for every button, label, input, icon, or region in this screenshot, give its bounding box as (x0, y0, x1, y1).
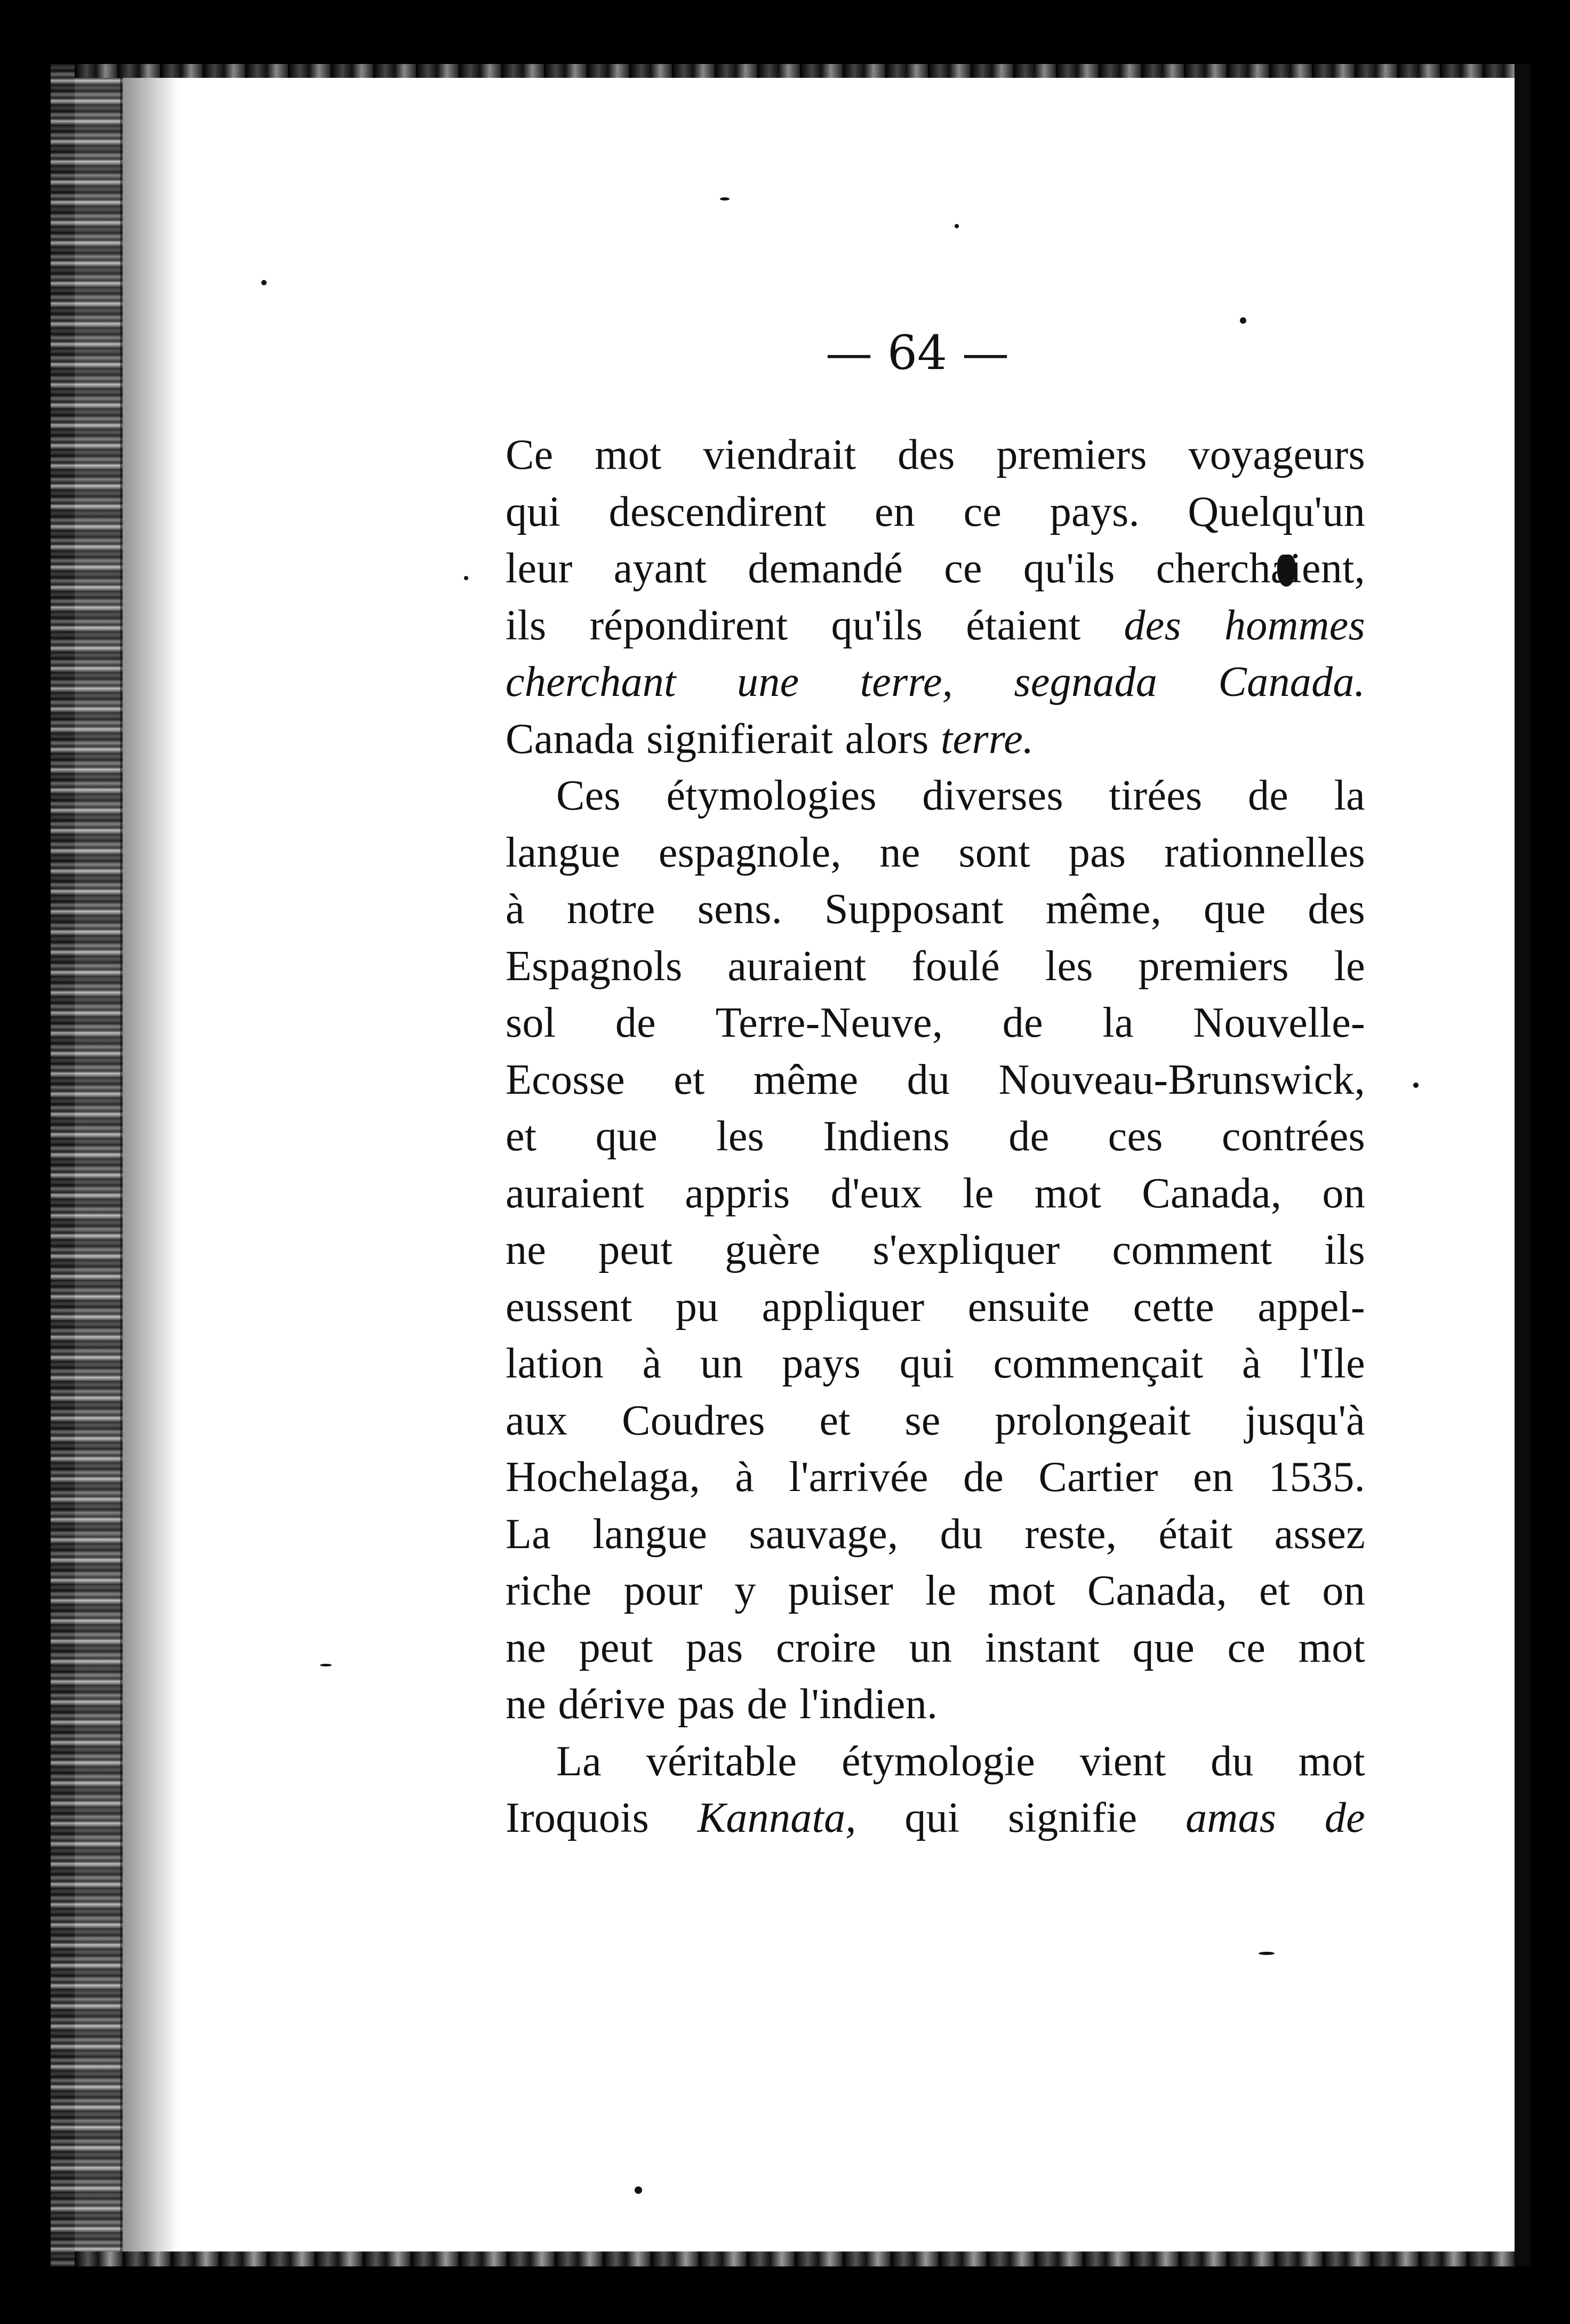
word: de (747, 1681, 788, 1728)
speck (1240, 317, 1246, 324)
word: reste, (1024, 1510, 1117, 1558)
word: contrées (1222, 1113, 1365, 1160)
word: l'indien. (799, 1681, 938, 1728)
word: pas (685, 1624, 743, 1671)
word: mot (595, 431, 662, 478)
text-line (506, 711, 1365, 768)
word: sens. (697, 886, 782, 933)
word: appliquer (762, 1283, 925, 1331)
word: premiers (996, 431, 1147, 478)
page-number: — 64 — (826, 325, 1009, 380)
word: guère (725, 1227, 821, 1273)
word: les (1045, 942, 1093, 990)
word: voyageurs (1188, 431, 1365, 478)
text-line (506, 767, 1365, 824)
word: à (506, 886, 525, 933)
speck (261, 280, 267, 285)
word: dérive (558, 1681, 666, 1728)
speck (720, 197, 730, 201)
word: était (1158, 1510, 1233, 1558)
word: véritable (646, 1737, 797, 1785)
word: ne (506, 1227, 547, 1273)
text-line (506, 1335, 1365, 1392)
word: on (1322, 1169, 1365, 1217)
text-line (506, 1392, 1365, 1449)
word: langue (592, 1510, 708, 1558)
speck (1259, 1952, 1275, 1955)
word: amas (1185, 1794, 1277, 1841)
word: assez (1274, 1510, 1365, 1558)
word: cherchaient, (1156, 545, 1365, 592)
word: 1535. (1268, 1454, 1365, 1501)
word: peut (598, 1227, 673, 1273)
word: segnada (1014, 659, 1158, 706)
word: pays. (1050, 488, 1140, 535)
word: langue (506, 829, 621, 876)
word: pas (1068, 829, 1126, 876)
word: pays (782, 1340, 861, 1387)
word: aux (506, 1397, 568, 1444)
speck (464, 576, 468, 580)
text-line (506, 824, 1365, 881)
word: l'Ile (1300, 1340, 1365, 1387)
word: qui (904, 1794, 960, 1841)
word: le (963, 1169, 994, 1217)
word: hommes (1224, 602, 1365, 649)
word: Espagnols (506, 942, 683, 990)
word: Hochelaga, (506, 1454, 701, 1501)
word: de (1324, 1794, 1365, 1841)
word: ayant (613, 545, 707, 592)
text-line (506, 1165, 1365, 1222)
word: Kannata, (697, 1794, 856, 1841)
text-line (506, 1733, 1365, 1790)
word: y (734, 1567, 756, 1614)
word: et (674, 1056, 705, 1103)
word: des (1308, 886, 1365, 933)
word: ne (506, 1681, 547, 1728)
word: puiser (788, 1567, 894, 1614)
text-line (506, 1562, 1365, 1620)
text-line (506, 540, 1365, 597)
word: Coudres (622, 1397, 765, 1444)
word: un (909, 1624, 952, 1671)
word: qu'ils (831, 602, 923, 649)
word: de (1008, 1113, 1050, 1160)
text-line (506, 1108, 1365, 1165)
word: même, (1046, 886, 1162, 933)
word: Canada. (1218, 659, 1365, 706)
word: à (642, 1340, 662, 1387)
word: foulé (911, 942, 1000, 990)
word: on (1322, 1567, 1365, 1614)
word: terre. (941, 715, 1034, 763)
word: en (1193, 1454, 1234, 1501)
word: La (506, 1510, 551, 1558)
word: diverses (922, 772, 1063, 819)
binding-edge (51, 64, 123, 2266)
word: et (819, 1397, 851, 1444)
text-line (506, 938, 1365, 995)
word: appris (685, 1169, 790, 1217)
word: pu (675, 1283, 719, 1331)
word: qui (506, 488, 561, 535)
text-line (506, 1790, 1365, 1847)
word: à (735, 1454, 755, 1501)
word: peut (579, 1624, 653, 1671)
word: du (907, 1056, 950, 1103)
word: alors (845, 715, 929, 763)
word: croire (775, 1624, 877, 1671)
text-line (506, 427, 1365, 484)
word: Ecosse (506, 1056, 625, 1103)
word: cherchant (506, 659, 676, 706)
word: Canada, (1087, 1567, 1227, 1614)
word: Nouveau-Brunswick, (998, 1056, 1365, 1103)
word: la (1334, 772, 1365, 819)
right-edge (1515, 64, 1531, 2266)
word: commençait (993, 1340, 1204, 1387)
word: ils (506, 602, 547, 649)
word: des (1124, 602, 1182, 649)
word: même (753, 1056, 859, 1103)
word: étymologies (666, 772, 877, 819)
word: jusqu'à (1245, 1397, 1365, 1444)
word: mot (1298, 1737, 1365, 1785)
word: le (925, 1567, 957, 1614)
body-text (506, 427, 1365, 1847)
text-line (506, 1052, 1365, 1109)
word: sol (506, 999, 556, 1046)
word: Nouvelle- (1193, 999, 1365, 1046)
word: l'arrivée (789, 1454, 928, 1501)
word: espagnole, (658, 829, 842, 876)
word: ne (879, 829, 920, 876)
word: auraient (506, 1169, 645, 1217)
word: mot (1298, 1624, 1365, 1671)
word: les (716, 1113, 765, 1160)
word: leur (506, 545, 573, 592)
word: qu'ils (1023, 545, 1115, 592)
text-line (506, 881, 1365, 938)
text-line (506, 1506, 1365, 1563)
word: du (1211, 1737, 1254, 1785)
text-line (506, 1222, 1365, 1279)
word: demandé (748, 545, 903, 592)
word: ils (1324, 1227, 1365, 1273)
word: la (1102, 999, 1134, 1046)
word: signifie (1008, 1794, 1138, 1841)
word: auraient (727, 942, 867, 990)
word: que (1132, 1624, 1195, 1671)
word: d'eux (830, 1169, 923, 1217)
word: prolongeait (995, 1397, 1191, 1444)
word: Canada (506, 715, 635, 763)
word: sauvage, (749, 1510, 899, 1558)
word: de (615, 999, 656, 1046)
word: Supposant (824, 886, 1004, 933)
word: de (963, 1454, 1004, 1501)
text-line (506, 597, 1365, 654)
word: Iroquois (506, 1794, 650, 1841)
word: signifierait (646, 715, 834, 763)
word: Ce (506, 431, 554, 478)
word: de (1002, 999, 1043, 1046)
word: qui (899, 1340, 955, 1387)
word: s'expliquer (872, 1227, 1060, 1273)
text-line (506, 1279, 1365, 1336)
word: ensuite (967, 1283, 1090, 1331)
word: Canada, (1142, 1169, 1282, 1217)
word: que (1204, 886, 1266, 933)
word: un (700, 1340, 743, 1387)
speck (635, 2186, 642, 2194)
word: de (1248, 772, 1289, 819)
word: terre, (860, 659, 954, 706)
word: viendrait (703, 431, 856, 478)
word: premiers (1138, 942, 1289, 990)
word: tirées (1109, 772, 1203, 819)
word: riche (506, 1567, 592, 1614)
word: rationnelles (1164, 829, 1365, 876)
word: en (875, 488, 916, 535)
binding-shadow (120, 64, 179, 2266)
word: pas (677, 1681, 735, 1728)
word: que (595, 1113, 658, 1160)
text-line (506, 654, 1365, 711)
word: instant (984, 1624, 1100, 1671)
text-line (506, 1449, 1365, 1506)
word: répondirent (589, 602, 788, 649)
word: notre (566, 886, 655, 933)
word: pour (623, 1567, 703, 1614)
text-line (506, 1676, 1365, 1733)
word: mot (1034, 1169, 1102, 1217)
word: ce (1227, 1624, 1266, 1671)
word: ne (506, 1624, 547, 1671)
word: appel- (1257, 1283, 1365, 1331)
word: sont (958, 829, 1030, 876)
word: ces (1108, 1113, 1163, 1160)
word: Terre-Neuve, (715, 999, 943, 1046)
speck (955, 224, 959, 228)
speck (1413, 1083, 1419, 1088)
word: Quelqu'un (1188, 488, 1365, 535)
bottom-edge (75, 2251, 1531, 2266)
word: cette (1133, 1283, 1215, 1331)
top-edge (75, 64, 1531, 78)
text-line (506, 995, 1365, 1052)
text-line (506, 1620, 1365, 1677)
word: vient (1079, 1737, 1166, 1785)
word: Indiens (823, 1113, 950, 1160)
text-line (506, 484, 1365, 541)
word: comment (1112, 1227, 1272, 1273)
word: mot (988, 1567, 1055, 1614)
word: des (898, 431, 955, 478)
word: étaient (966, 602, 1081, 649)
word: et (506, 1113, 537, 1160)
word: du (940, 1510, 983, 1558)
word: Cartier (1038, 1454, 1158, 1501)
word: eussent (506, 1283, 632, 1331)
speck (320, 1664, 332, 1666)
word: descendirent (608, 488, 827, 535)
word: étymologie (842, 1737, 1036, 1785)
word: ce (963, 488, 1002, 535)
word: Ces (556, 772, 621, 819)
word: lation (506, 1340, 604, 1387)
word: ce (944, 545, 982, 592)
word: se (904, 1397, 941, 1444)
word: une (736, 659, 799, 706)
word: à (1242, 1340, 1261, 1387)
word: le (1334, 942, 1365, 990)
word: et (1259, 1567, 1291, 1614)
word: La (556, 1737, 602, 1785)
